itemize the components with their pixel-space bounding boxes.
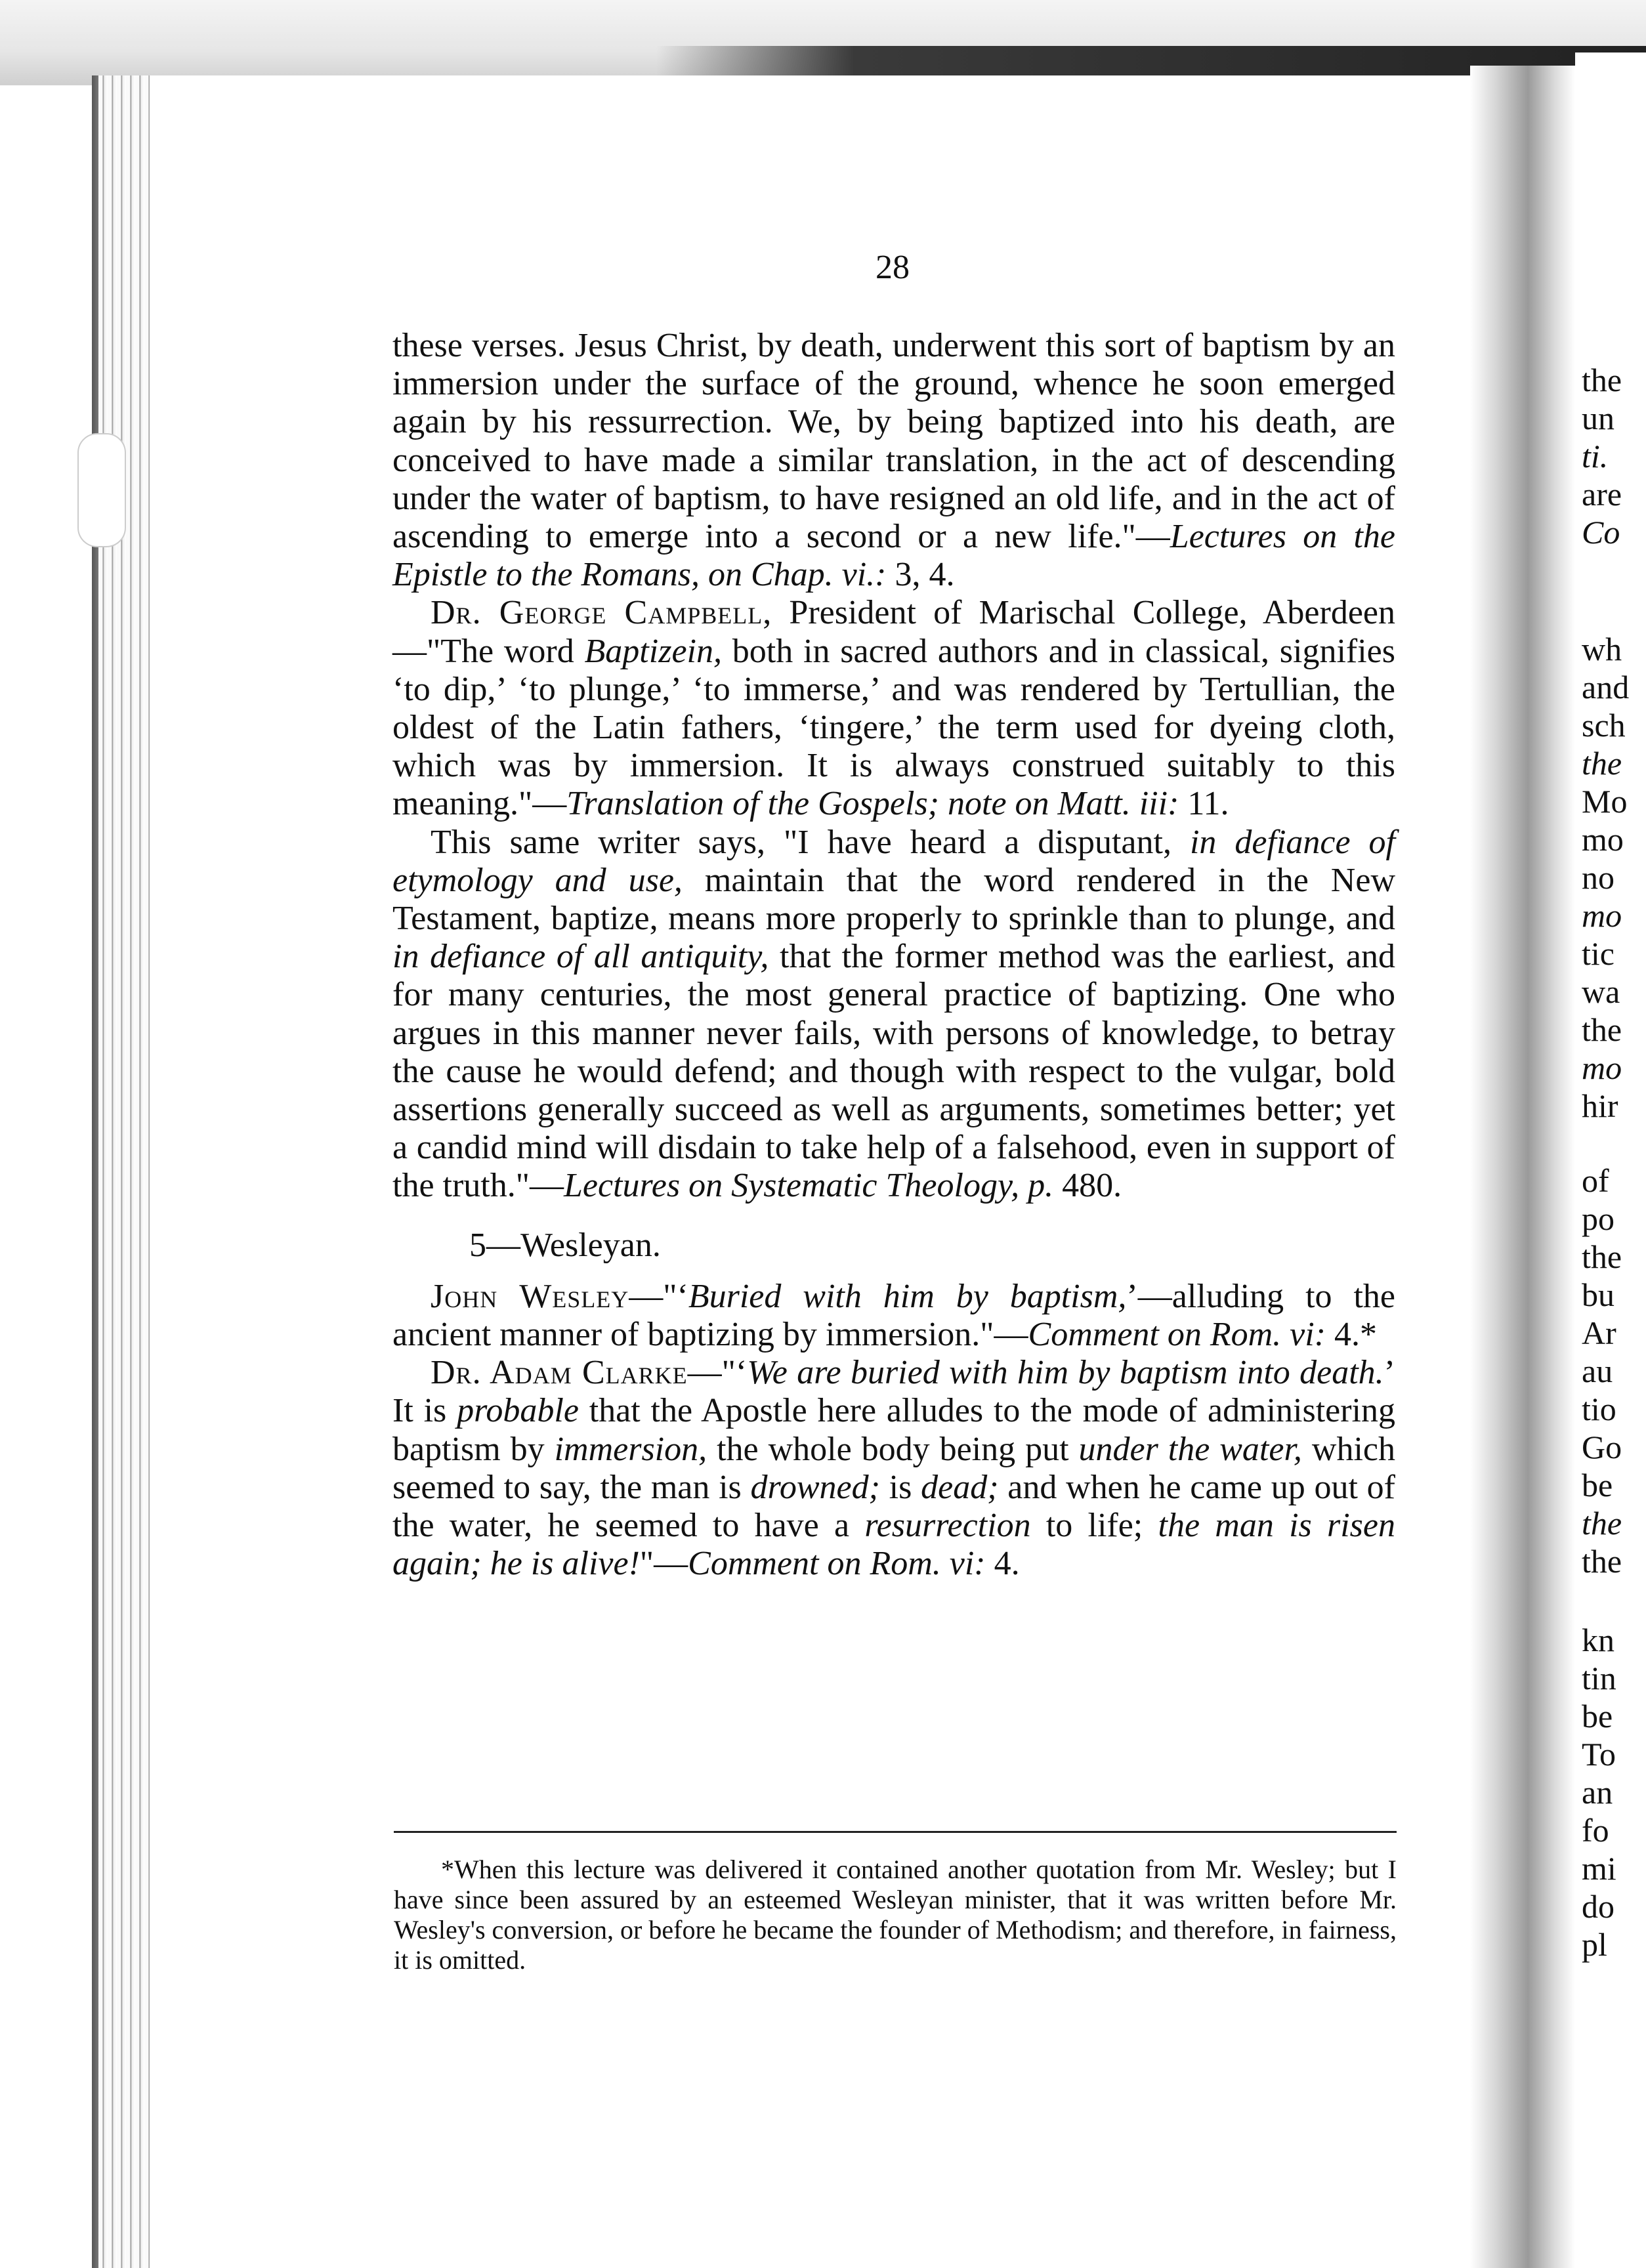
next-page-line-fragment: the (1582, 1505, 1622, 1542)
next-page-line-fragment: kn (1582, 1622, 1614, 1658)
next-page-line-fragment: po (1582, 1200, 1614, 1237)
text-run: 4.* (1326, 1316, 1378, 1354)
text-run: This same writer says, "I have heard a disputant, (431, 823, 1190, 861)
body-text (392, 327, 1395, 1584)
next-page-line-fragment: the (1582, 745, 1622, 782)
footnote-divider (394, 1831, 1397, 1833)
italic-run: dead; (921, 1468, 999, 1506)
text-run: 11. (1179, 785, 1229, 823)
next-page-line-fragment: mo (1582, 821, 1624, 858)
text-run: that the former method was the earliest, and for many centuries, the most general practice of baptizing. One who argues in this manner never fails, with persons of knowledge, to betray the cause he would defend; and though with respect to the vulgar, bold assertions generally succeed as well as arguments, sometimes better; yet a candid mind will disdain to take help of a falsehood, even in support of the truth."— (392, 938, 1395, 1205)
next-page-line-fragment: are (1582, 476, 1622, 513)
text-run: both in sacred authors and in classical, signifies ‘to dip,’ ‘to plunge,’ ‘to immerse,’ and was rendered by Tertullian, the oldest of the Latin fathers, ‘tingere,’ the term used for dyeing cloth, which was by immersion. It is always construed suitably to this meaning."— (392, 632, 1395, 823)
italic-run: in defiance of etymology and use, (392, 823, 1396, 899)
next-page-line-fragment: mo (1582, 897, 1622, 934)
next-page-line-fragment: wh (1582, 631, 1622, 667)
text-run: which seemed to say, the man is (392, 1430, 1395, 1506)
next-page-line-fragment: wa (1582, 973, 1620, 1010)
italic-run: Baptizein, (584, 632, 722, 670)
stacked-page-edges (98, 75, 151, 2268)
page-number: 28 (876, 249, 910, 286)
italic-run: Comment on Rom. vi: (688, 1545, 986, 1583)
next-page-line-fragment: un (1582, 400, 1614, 436)
italic-run: Lectures on the Epistle to the Romans, on Chap. vi.: (392, 518, 1395, 594)
next-page-line-fragment: do (1582, 1888, 1614, 1925)
next-page-line-fragment: be (1582, 1467, 1613, 1503)
next-page-line-fragment: no (1582, 859, 1614, 896)
next-page-line-fragment: Co (1582, 514, 1620, 551)
paragraph (392, 327, 1395, 594)
italic-run: drowned; (750, 1468, 880, 1506)
next-page-line-fragment: pl (1582, 1926, 1607, 1963)
text-run: is (879, 1468, 921, 1506)
text-run: President of Marischal College, Aberdeen—"The word (392, 594, 1395, 670)
text-run: to life; (1030, 1507, 1158, 1545)
next-page-line-fragment: fo (1582, 1812, 1609, 1849)
text-run: 5—Wesleyan. (469, 1226, 661, 1264)
italic-run: probable (457, 1392, 579, 1430)
next-page-line-fragment: be (1582, 1698, 1613, 1734)
italic-run: Buried with him by baptism, (688, 1277, 1127, 1315)
next-page-line-fragment: tin (1582, 1660, 1616, 1696)
book-gutter-shadow (1470, 66, 1575, 2268)
section-heading (392, 1227, 1395, 1265)
text-run: that the Apostle here alludes to the mode of administering baptism by (392, 1392, 1395, 1468)
text-run: ’—alluding to the ancient manner of baptizing by immersion."— (392, 1277, 1395, 1354)
next-page-line-fragment: of (1582, 1162, 1609, 1199)
text-run: —"‘ (629, 1277, 688, 1315)
footnote (394, 1855, 1397, 1975)
name-run: Dr. Adam Clarke (431, 1354, 688, 1392)
footnote-text: *When this lecture was delivered it contained another quotation from Mr. Wesley; but I have since been assured by an esteemed Wesleyan minister, that it was written before Mr. Wesley's conversion, or before he became the founder of Methodism; and therefore, in fairness, it is omitted. (394, 1855, 1397, 1975)
italic-run: Translation of the Gospels; note on Matt. iii: (566, 785, 1179, 823)
page-tab-mark (77, 433, 126, 547)
next-page-line-fragment: sch (1582, 707, 1626, 744)
text-run: ’ It is (392, 1354, 1395, 1430)
name-run: Dr. George Campbell, (431, 594, 772, 632)
next-page-line-fragment: Mo (1582, 783, 1628, 820)
next-page-line-fragment: the (1582, 1543, 1622, 1580)
paragraph (392, 824, 1395, 1206)
text-run: 3, 4. (886, 556, 955, 594)
text-run: and when he came up out of the water, he seemed to have a (392, 1468, 1395, 1545)
paragraph (392, 1278, 1395, 1354)
next-page-line-fragment: bu (1582, 1276, 1614, 1313)
next-page-line-fragment: the (1582, 1011, 1622, 1048)
text-run: 480. (1053, 1167, 1122, 1205)
italic-run: in defiance of all antiquity, (392, 938, 769, 976)
text-run: the whole body being put (707, 1430, 1079, 1468)
paragraph (392, 1354, 1395, 1583)
next-page-fragment (1575, 52, 1646, 2268)
text-run: 4. (985, 1545, 1020, 1583)
name-run: John Wesley (431, 1277, 629, 1315)
next-page-line-fragment: mi (1582, 1850, 1616, 1887)
next-page-line-fragment: tic (1582, 935, 1614, 972)
paragraph (392, 594, 1395, 823)
next-page-line-fragment: hir (1582, 1087, 1618, 1124)
next-page-line-fragment: Go (1582, 1429, 1622, 1465)
italic-run: under the water, (1078, 1430, 1302, 1468)
italic-run: resurrection (864, 1507, 1031, 1545)
next-page-line-fragment: the (1582, 362, 1622, 398)
italic-run: the man is risen again; he is alive! (392, 1507, 1395, 1583)
next-page-line-fragment: ti. (1582, 438, 1609, 474)
next-page-line-fragment: the (1582, 1238, 1622, 1275)
next-page-line-fragment: an (1582, 1774, 1613, 1811)
italic-run: We are buried with him by baptism into death. (747, 1354, 1384, 1392)
text-run: maintain that the word rendered in the New Testament, baptize, means more properly to sprinkle than to plunge, and (392, 861, 1395, 938)
italic-run: Lectures on Systematic Theology, p. (563, 1167, 1054, 1205)
next-page-line-fragment: and (1582, 669, 1630, 705)
text-run: "— (639, 1545, 688, 1583)
text-run: —"‘ (687, 1354, 748, 1392)
italic-run: Comment on Rom. vi: (1028, 1316, 1326, 1354)
text-run: these verses. Jesus Christ, by death, underwent this sort of baptism by an immersion under the surface of the ground, whence he soon emerged again by his ressurrection. We, by being baptized into his death, are conceived to have made a similar translation, in the act of descending under the water of baptism, to have resigned an old life, and in the act of ascending to emerge into a second or a new life."— (392, 327, 1395, 556)
next-page-line-fragment: Ar (1582, 1314, 1616, 1351)
next-page-line-fragment: To (1582, 1736, 1616, 1773)
italic-run: immersion, (554, 1430, 707, 1468)
next-page-line-fragment: mo (1582, 1049, 1622, 1086)
next-page-line-fragment: au (1582, 1353, 1613, 1389)
next-page-line-fragment: tio (1582, 1391, 1616, 1427)
